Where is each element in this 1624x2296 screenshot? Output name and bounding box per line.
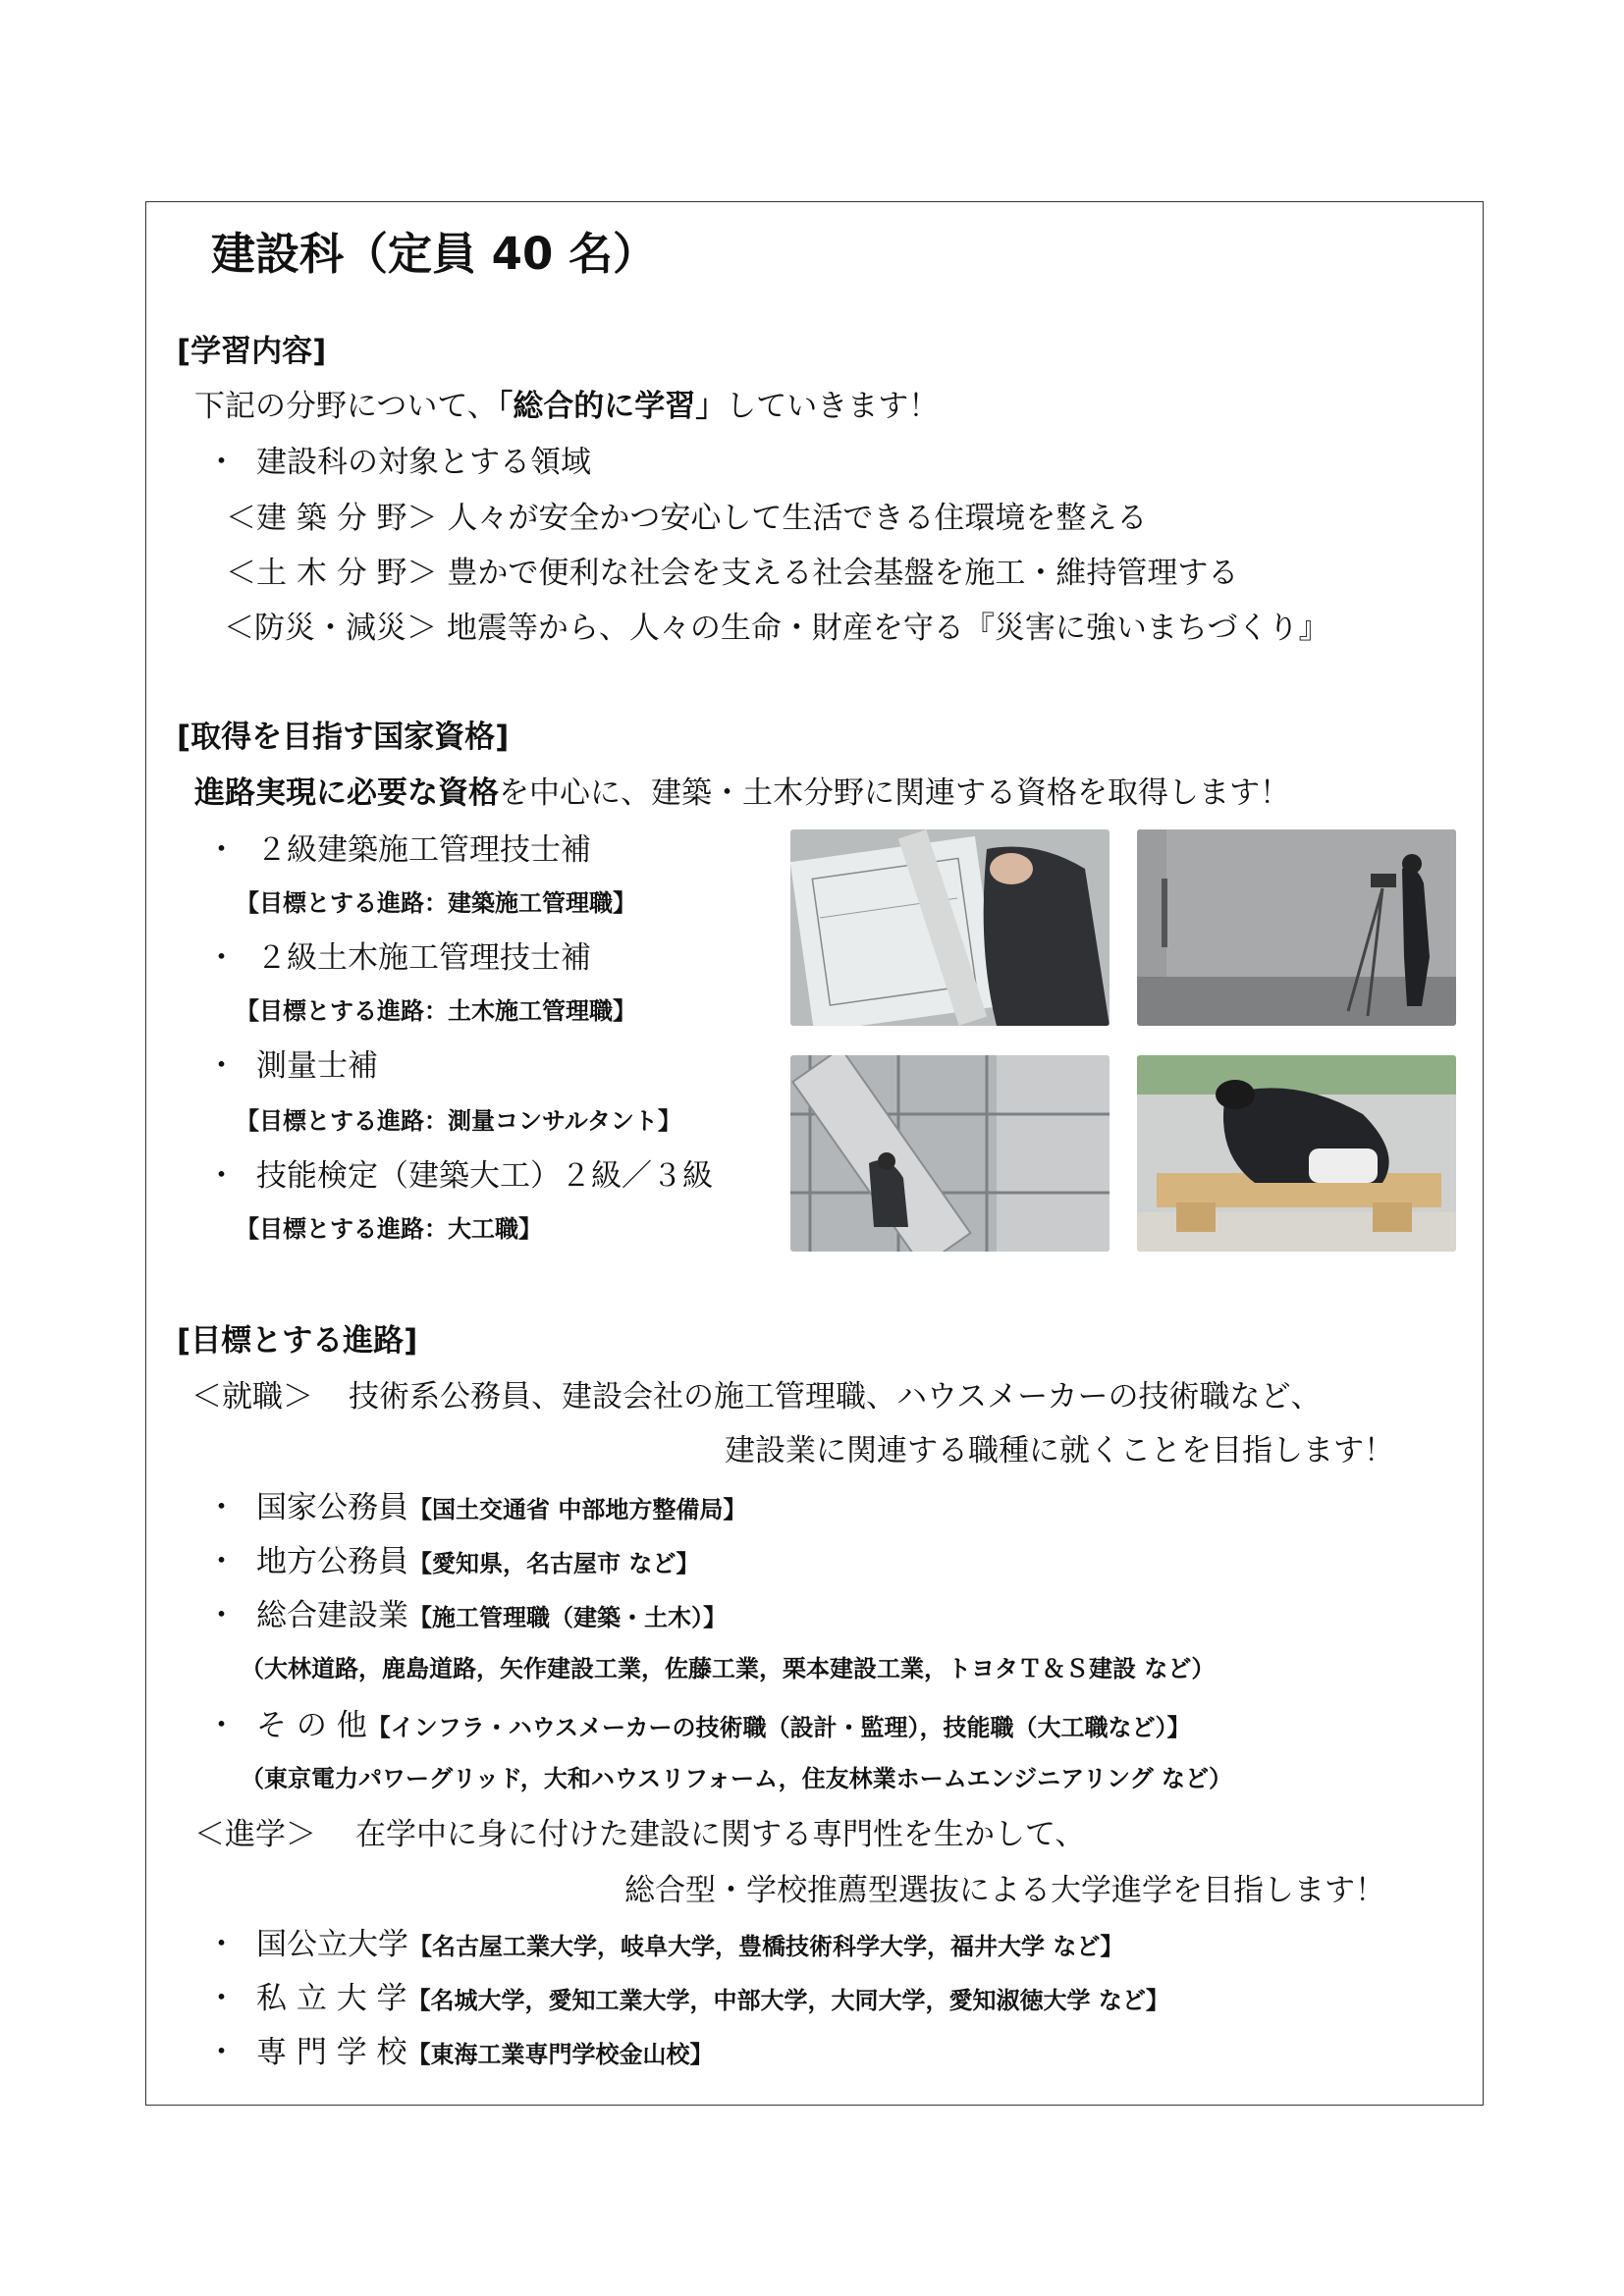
- study-text-a: 在学中に身に付けた: [355, 1817, 629, 1852]
- qualification-target: 【目標とする進路：測量コンサルタント】: [236, 1107, 681, 1135]
- bullet: ・: [206, 1158, 237, 1194]
- employment-bold-a: 技術系公務員: [349, 1379, 531, 1415]
- qualification-name: ２級建築施工管理技士補: [256, 832, 591, 868]
- employment-line1: [191, 1371, 1321, 1415]
- job-sub: （東京電力パワーグリッド，大和ハウスリフォーム，住友林業ホームエンジニアリング など）: [241, 1765, 1232, 1792]
- job-sub: （大林道路，鹿島道路，矢作建設工業，佐藤工業，栗本建設工業，トヨタＴ＆Ｓ建設 など）: [241, 1655, 1216, 1682]
- bullet: ・: [206, 1490, 237, 1525]
- qualification-name: 測量士補: [256, 1048, 378, 1084]
- scaffolding-photo: [790, 1055, 1110, 1252]
- school-item: [206, 1973, 1169, 2017]
- qualifications-heading: [取得を目指す国家資格]: [177, 720, 510, 755]
- job-name: 国家公務員: [256, 1490, 408, 1525]
- learning-intro-pre: 下記の分野について、: [194, 389, 498, 424]
- study-line1: [194, 1809, 1085, 1853]
- study-bold-c: 大学進学: [1051, 1873, 1172, 1908]
- learning-scope-text: 建設科の対象とする領域: [256, 445, 591, 480]
- bullet: ・: [206, 1981, 237, 2016]
- learning-heading: [学習内容]: [177, 334, 327, 369]
- study-label: ＜進学＞: [194, 1817, 316, 1852]
- job-detail: 【施工管理職（建築・土木）】: [408, 1604, 727, 1631]
- field-row: [226, 548, 1238, 592]
- employment-bold-c: 施工管理職: [714, 1379, 866, 1415]
- bullet: ・: [206, 1544, 237, 1579]
- qualification-name: ２級土木施工管理技士補: [256, 940, 591, 976]
- careers-heading: [目標とする進路]: [177, 1323, 418, 1359]
- field-text: 地震等から、人々の生命・財産を守る『災害に強いまちづくり』: [446, 611, 1329, 646]
- job-name: 地方公務員: [256, 1544, 408, 1579]
- study-bold-b: 建設に関する専門性: [629, 1817, 903, 1852]
- employment-text-d: 、ハウスメーカーの: [866, 1379, 1139, 1415]
- bullet: ・: [206, 1708, 237, 1743]
- study-text-b: による: [959, 1873, 1051, 1908]
- study-bold-a: 総合型・学校推薦型選抜: [624, 1873, 959, 1908]
- study-line2: [624, 1865, 1385, 1909]
- study-text-d: を目指します！: [1172, 1873, 1385, 1908]
- job-name: 総合建設業: [256, 1598, 408, 1633]
- job-item: [206, 1482, 746, 1526]
- learning-intro: [194, 381, 939, 425]
- school-item: [206, 2027, 714, 2071]
- job-detail: 【愛知県，名古屋市 など】: [408, 1550, 700, 1577]
- school-item: [206, 1919, 1123, 1963]
- qualification-name: 技能検定（建築大工）２級／３級: [256, 1158, 713, 1194]
- job-name: そ の 他: [256, 1708, 367, 1743]
- bullet: ・: [206, 1927, 237, 1962]
- field-label: ＜防災・減災＞: [224, 611, 437, 646]
- job-item: [206, 1536, 699, 1580]
- field-label: ＜建 築 分 野＞: [226, 501, 438, 536]
- job-item: [206, 1590, 727, 1634]
- school-detail: 【名城大学，愛知工業大学，中部大学，大同大学，愛知淑徳大学 など】: [406, 1987, 1169, 2014]
- school-detail: 【東海工業専門学校金山校】: [406, 2041, 714, 2068]
- field-row: [224, 603, 1329, 647]
- school-name: 専 門 学 校: [256, 2035, 407, 2070]
- qualification-item: [206, 933, 591, 977]
- qualifications-intro: [194, 768, 1290, 812]
- qualifications-intro-bold: 進路実現に必要な資格: [194, 775, 499, 811]
- learning-scope: [206, 437, 591, 481]
- employment-text-f: など、: [1229, 1379, 1322, 1415]
- field-text: 豊かで便利な社会を支える社会基盤を施工・維持管理する: [447, 556, 1239, 591]
- school-name: 私 立 大 学: [256, 1981, 407, 2016]
- qualification-item: [206, 825, 591, 869]
- bullet: ・: [206, 940, 237, 976]
- employment-line2: 建設業に関連する職種に就くことを目指します！: [725, 1433, 1394, 1468]
- carpentry-photo: [1137, 1055, 1456, 1252]
- bullet: ・: [206, 2035, 237, 2070]
- learning-intro-bold: 「総合的に学習」: [497, 389, 727, 424]
- qualification-item: [206, 1150, 713, 1195]
- learning-intro-post: していきます！: [726, 389, 940, 424]
- bullet: ・: [206, 1598, 237, 1633]
- page-title: 建設科（定員 40 名）: [211, 228, 657, 280]
- job-item: [206, 1700, 1191, 1744]
- surveying-photo: [1137, 829, 1456, 1026]
- drafting-photo: [790, 829, 1110, 1026]
- qualification-target: 【目標とする進路：建築施工管理職】: [236, 889, 636, 917]
- field-text: 人々が安全かつ安心して生活できる住環境を整える: [447, 501, 1148, 536]
- school-detail: 【名古屋工業大学，岐阜大学，豊橋技術科学大学，福井大学 など】: [408, 1933, 1124, 1960]
- study-text-c: を生かして、: [903, 1817, 1086, 1852]
- bullet: ・: [206, 1048, 237, 1084]
- qualification-target: 【目標とする進路：大工職】: [236, 1215, 542, 1243]
- job-detail: 【国土交通省 中部地方整備局】: [408, 1496, 747, 1523]
- field-row: [226, 493, 1147, 537]
- employment-text-b: 、建設会社の: [531, 1379, 714, 1415]
- qualification-target: 【目標とする進路：土木施工管理職】: [236, 997, 636, 1025]
- qualifications-intro-text: を中心に、建築・土木分野に関連する資格を取得します！: [499, 775, 1290, 811]
- field-label: ＜土 木 分 野＞: [226, 556, 438, 591]
- qualification-item: [206, 1041, 378, 1085]
- employment-bold-e: 技術職: [1138, 1379, 1230, 1415]
- employment-label: ＜就職＞: [191, 1379, 313, 1415]
- job-detail: 【インフラ・ハウスメーカーの技術職（設計・監理），技能職（大工職など）】: [366, 1714, 1191, 1741]
- bullet: ・: [206, 445, 237, 480]
- bullet: ・: [206, 832, 237, 868]
- school-name: 国公立大学: [256, 1927, 408, 1962]
